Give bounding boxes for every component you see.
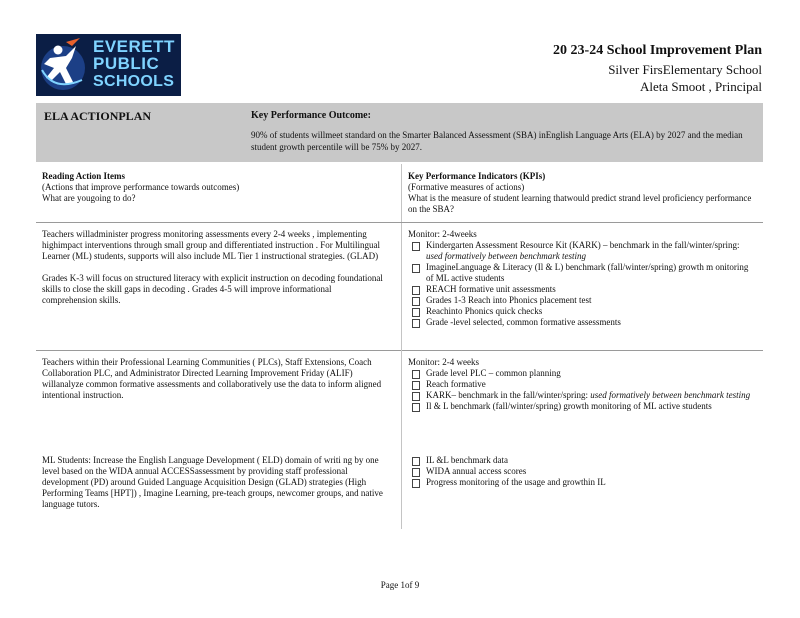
kpi-list	[408, 455, 756, 488]
action-plan-title: ELA ACTIONPLAN	[44, 109, 152, 123]
kpo-text: 90% of students willmeet standard on the Smarter Balanced Assessment (SBA) inEnglish Language Arts (ELA) by 2027 and the median student growth percentile will be 75% by 2027.	[251, 130, 743, 152]
kpi-item: KARK– benchmark in the fall/winter/spring: used formatively between benchmark testing	[408, 390, 756, 401]
principal-name: Aleta Smoot , Principal	[639, 79, 762, 94]
monitor-frequency: Monitor: 2-4weeks	[408, 229, 477, 239]
plan-title: 20 23-24 School Improvement Plan	[553, 43, 762, 58]
kpi-block-3	[408, 455, 756, 488]
kpi-item: IL &L benchmark data	[408, 455, 756, 466]
page-number: Page 1of 9	[380, 580, 420, 590]
kpi-item: Kindergarten Assessment Resource Kit (KARK) – benchmark in the fall/winter/spring: used formatively between benchmark testing	[408, 240, 756, 262]
logo-text-line1: EVERETT	[93, 37, 175, 56]
kpi-item: Il & L benchmark (fall/winter/spring) growth monitoring of ML active students	[408, 401, 756, 412]
right-column-sub1: (Formative measures of actions)	[408, 182, 525, 192]
action-item-block-3	[42, 455, 388, 521]
school-name: Silver FirsElementary School	[608, 62, 762, 77]
column-divider	[401, 223, 402, 529]
left-column-sub2: What are yougoing to do?	[42, 193, 136, 203]
kpi-list	[408, 240, 756, 328]
kpi-item: Grade -level selected, common formative assessments	[408, 317, 756, 328]
kpi-item: Grade level PLC – common planning	[408, 368, 756, 379]
monitor-frequency: Monitor: 2-4 weeks	[408, 357, 479, 367]
action-item-text: Teachers within their Professional Learning Communities ( PLCs), Staff Extensions, Coach Collaboration PLC, and Administrator Directed Learning Improvement Friday (ALIF) willanalyze common formative assessments and collaboratively use the data to inform aligned intentional instruction.	[42, 357, 382, 400]
kpi-block-1	[408, 229, 756, 328]
table-divider	[36, 350, 763, 351]
kpi-item: WIDA annual access scores	[408, 466, 756, 477]
right-column-sub2: What is the measure of student learning thatwould predict strand level proficiency performance on the SBA?	[408, 193, 752, 214]
district-logo	[36, 34, 181, 96]
action-item-block-1	[42, 229, 388, 317]
kpi-item: ImagineLanguage & Literacy (Il & L) benchmark (fall/winter/spring) growth m onitoring of ML active students	[408, 262, 756, 284]
column-divider	[401, 164, 402, 222]
logo-text-line3: SCHOOLS	[93, 73, 175, 90]
left-column-sub1: (Actions that improve performance towards outcomes)	[42, 182, 240, 192]
kpi-item: Reachinto Phonics quick checks	[408, 306, 756, 317]
kpo-label: Key Performance Outcome:	[251, 110, 371, 121]
action-item-block-2	[42, 357, 388, 412]
action-item-text: ML Students: Increase the English Language Development ( ELD) domain of writi ng by one level based on the WIDA annual ACCESSassessment by providing staff professional development (PD) around Guided Language Acquisition Design (GLAD) strategies (High Performing Teams [HPT]) , Imagine Learning, pre-teach groups, newcomer groups, and native language tutors.	[42, 455, 383, 509]
kpi-block-2	[408, 357, 756, 412]
logo-text-line2: PUBLIC	[93, 54, 160, 73]
right-column-heading	[408, 171, 753, 215]
kpi-list	[408, 368, 756, 412]
kpi-item: REACH formative unit assessments	[408, 284, 756, 295]
table-divider	[36, 222, 763, 223]
kpi-item: Reach formative	[408, 379, 756, 390]
right-column-title: Key Performance Indicators (KPIs)	[408, 171, 546, 181]
left-column-title: Reading Action Items	[42, 171, 125, 181]
kpi-item: Progress monitoring of the usage and growthin IL	[408, 477, 756, 488]
action-item-text: Teachers willadminister progress monitoring assessments every 2-4 weeks , implementing highimpact interventions through small group and differentiated instruction . For Multilingual Learner (ML) students, supports will also include ML Tier 1 instructional strategies. (GLAD)	[42, 229, 381, 261]
action-item-text: Grades K-3 will focus on structured literacy with explicit instruction on decoding foundational skills to close the skill gaps in decoding . Grades 4-5 will improve informational comprehension skills.	[42, 273, 383, 305]
left-column-heading	[42, 171, 392, 204]
kpi-item: Grades 1-3 Reach into Phonics placement test	[408, 295, 756, 306]
